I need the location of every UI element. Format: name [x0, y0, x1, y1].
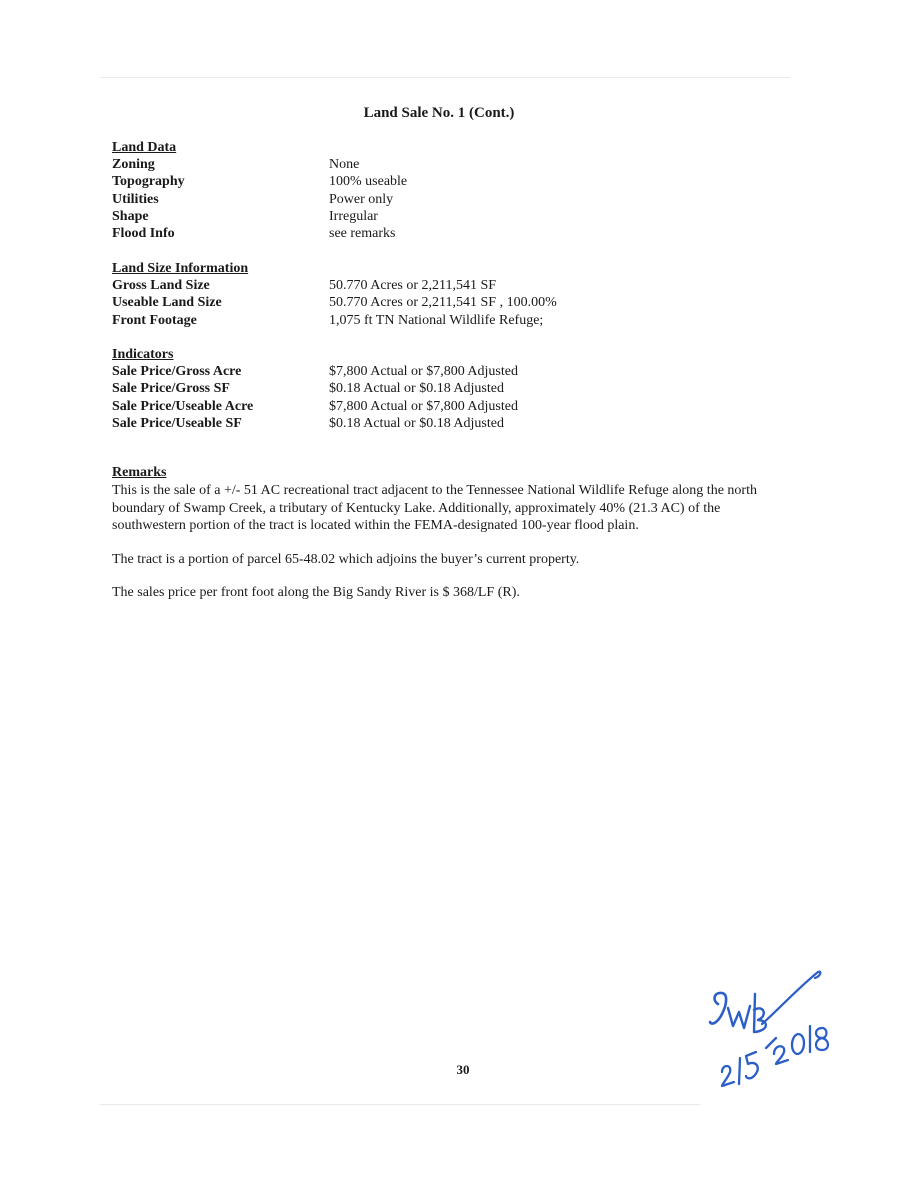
field-row: [112, 380, 712, 397]
signature-date-stroke: [792, 1034, 804, 1054]
field-row: [112, 173, 712, 190]
field-label: Zoning: [112, 157, 155, 172]
field-row: [112, 363, 712, 380]
field-value: Irregular: [329, 208, 378, 224]
signature-date-stroke: [774, 1046, 788, 1064]
field-value: 100% useable: [329, 174, 408, 190]
handwritten-signature: [700, 960, 840, 1100]
field-row: [112, 398, 712, 415]
field-value: see remarks: [329, 226, 396, 242]
field-label: Shape: [112, 208, 149, 224]
field-row: [112, 277, 712, 294]
page-title: Land Sale No. 1 (Cont.): [363, 105, 515, 121]
field-value: 50.770 Acres or 2,211,541 SF , 100.00%: [329, 295, 557, 311]
remarks-paragraph: The tract is a portion of parcel 65-48.02 which adjoins the buyer’s current property.: [112, 551, 580, 567]
field-value: $0.18 Actual or $0.18 Adjusted: [329, 381, 504, 397]
signature-initials-stroke: [762, 972, 820, 1024]
field-label: Useable Land Size: [112, 295, 222, 311]
signature-initials-stroke: [754, 994, 766, 1032]
field-row: [112, 191, 712, 208]
field-row: [112, 208, 712, 225]
field-value: None: [329, 157, 360, 172]
field-label: Gross Land Size: [112, 278, 210, 293]
page-number: 30: [456, 1062, 470, 1077]
signature-date-stroke: [746, 1052, 758, 1078]
signature-date-stroke: [816, 1028, 828, 1050]
field-label: Sale Price/Gross SF: [112, 381, 230, 397]
land-data-heading: Land Data: [112, 140, 177, 155]
land-data-section: [112, 139, 712, 242]
field-label: Flood Info: [112, 226, 175, 242]
indicators-heading: Indicators: [112, 347, 174, 362]
field-row: [112, 294, 712, 311]
signature-date-stroke: [739, 1058, 740, 1084]
indicators-section: [112, 346, 712, 432]
land-size-heading: Land Size Information: [112, 261, 249, 276]
scan-artifact-bottom: [100, 1104, 700, 1105]
signature-initials-stroke: [710, 993, 726, 1024]
land-size-section: [112, 260, 712, 329]
remarks-paragraph: The sales price per front foot along the Big Sandy River is $ 368/LF (R).: [112, 585, 520, 600]
remarks-section: [112, 464, 772, 618]
field-label: Sale Price/Gross Acre: [112, 364, 242, 379]
field-row: [112, 415, 712, 432]
remarks-paragraph: This is the sale of a +/- 51 AC recreational tract adjacent to the Tennessee National Wildlife Refuge along the north boundary of Swamp Creek, a tributary of Kentucky Lake. Additionally, approximately 40% (21.3 AC) of the southwestern portion of the tract is located within the FEMA-designated 100-year flood plain.: [112, 483, 757, 533]
field-value: $7,800 Actual or $7,800 Adjusted: [329, 364, 518, 379]
field-value: 1,075 ft TN National Wildlife Refuge;: [329, 312, 544, 328]
scan-artifact-top: [100, 77, 790, 78]
field-label: Topography: [112, 174, 185, 190]
field-label: Sale Price/Useable SF: [112, 415, 242, 431]
signature-date-stroke: [722, 1066, 734, 1086]
field-label: Utilities: [112, 191, 159, 207]
field-label: Front Footage: [112, 312, 197, 328]
field-value: Power only: [329, 191, 394, 207]
field-value: $0.18 Actual or $0.18 Adjusted: [329, 415, 504, 431]
signature-initials-stroke: [728, 1006, 750, 1028]
field-row: [112, 156, 712, 173]
field-value: 50.770 Acres or 2,211,541 SF: [329, 278, 497, 293]
field-value: $7,800 Actual or $7,800 Adjusted: [329, 398, 518, 414]
field-row: [112, 312, 712, 329]
remarks-heading: Remarks: [112, 465, 167, 480]
field-label: Sale Price/Useable Acre: [112, 398, 254, 414]
field-row: [112, 225, 712, 242]
signature-date-stroke: [766, 1038, 776, 1048]
